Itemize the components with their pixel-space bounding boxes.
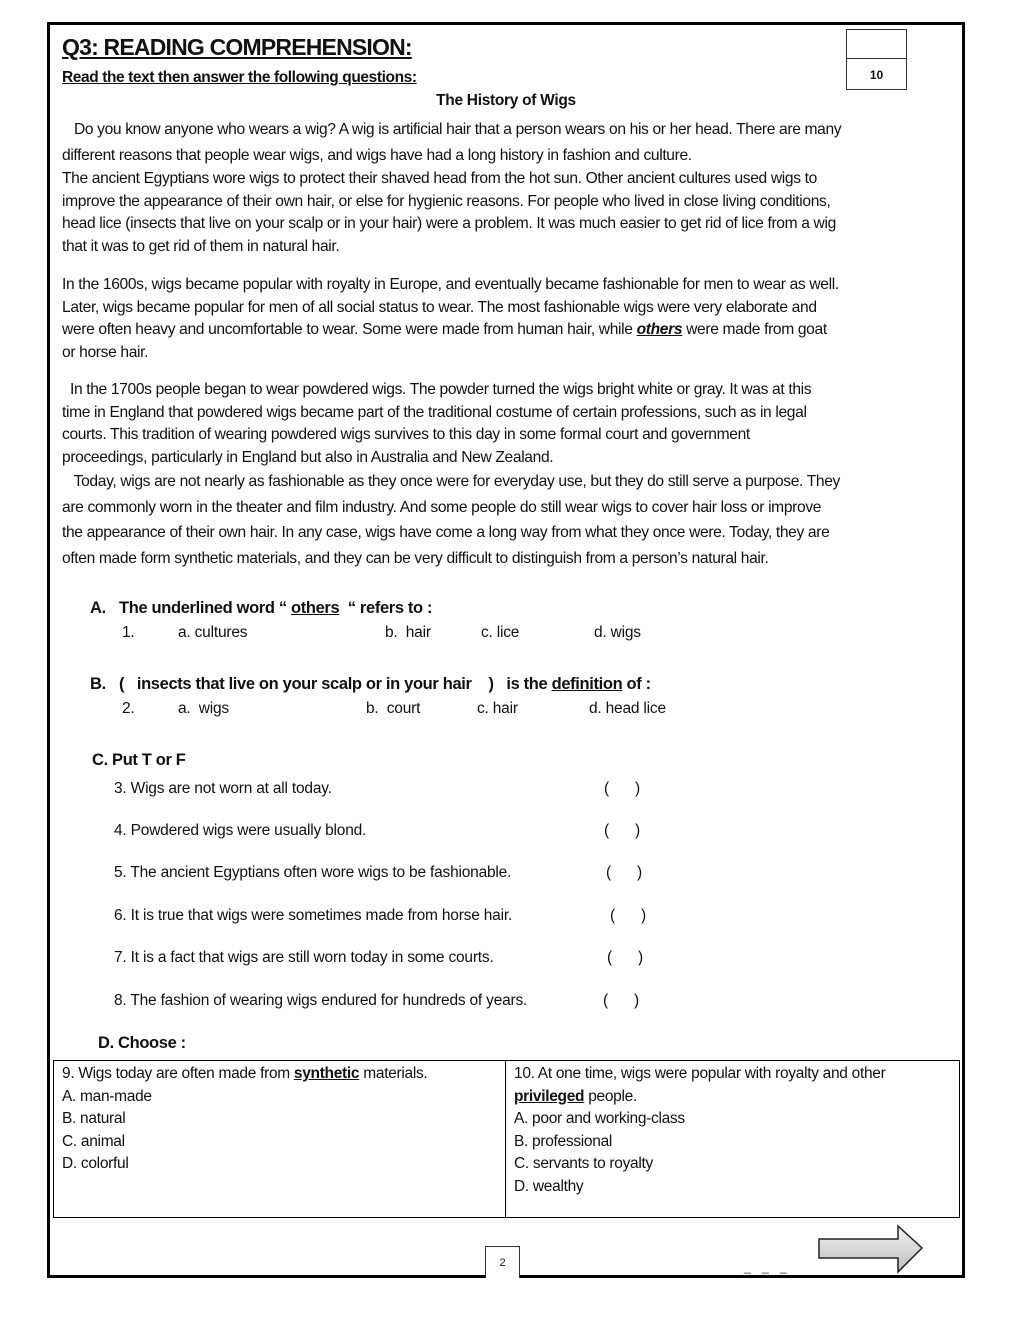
option-c[interactable]: c. hair: [477, 700, 518, 717]
score-box: [846, 29, 907, 90]
question-10-cell: [506, 1061, 959, 1217]
q10-option-d[interactable]: D. wealthy: [514, 1177, 584, 1195]
q9-option-d[interactable]: D. colorful: [62, 1155, 129, 1172]
tf-answer-8[interactable]: ( ): [603, 992, 640, 1009]
passage-line: [62, 319, 954, 342]
tf-answer-5[interactable]: ( ): [606, 864, 643, 881]
choose-table: [53, 1060, 960, 1218]
passage-line: that it was to get rid of them in natural hair.: [62, 237, 340, 255]
passage-line: Today, wigs are not nearly as fashionable as they once were for everyday use, but they do still serve a purpose. They: [62, 473, 840, 490]
passage-paragraph-4: [62, 379, 954, 469]
underlined-word: definition: [551, 675, 623, 693]
section-d-label: D. Choose :: [98, 1034, 186, 1052]
option-b[interactable]: b. hair: [385, 624, 431, 641]
tf-item-8: 8. The fashion of wearing wigs endured for hundreds of years.: [114, 992, 528, 1009]
q9-option-c[interactable]: C. animal: [62, 1132, 125, 1150]
tf-item-6: 6. It is true that wigs were sometimes made from horse hair.: [114, 907, 513, 924]
underlined-word: others: [290, 599, 340, 617]
passage-paragraph-3: [62, 274, 954, 364]
question-10-prompt-line2: [514, 1086, 951, 1109]
option-a[interactable]: a. cultures: [178, 624, 248, 641]
passage-line: In the 1700s people began to wear powdered wigs. The powder turned the wigs bright white or gray. It was at this: [62, 381, 812, 398]
tf-item-3: 3. Wigs are not worn at all today.: [114, 780, 332, 797]
tf-answer-7[interactable]: ( ): [607, 949, 644, 966]
tf-answer-6[interactable]: ( ): [610, 907, 647, 924]
dashes: _ _ _: [744, 1260, 791, 1274]
passage-line: Do you know anyone who wears a wig? A wig is artificial hair that a person wears on his or her head. There are many: [62, 121, 842, 138]
text-span: ( insects that live on your scalp or in your hair ) is the: [119, 675, 552, 693]
text-span: were often heavy and uncomfortable to wear. Some were made from human hair, while: [62, 321, 637, 338]
passage-line: head lice (insects that live on your scalp or in your hair) were a problem. It was much easier to get rid of lice from a wig: [62, 215, 836, 232]
passage-line: The ancient Egyptians wore wigs to protect their shaved head from the hot sun. Other ancient cultures used wigs to: [62, 170, 817, 187]
passage-line: or horse hair.: [62, 343, 149, 361]
passage-line: Later, wigs became popular for men of all social status to wear. The most fashionable wigs were very elaborate and: [62, 298, 817, 316]
question-number: 2.: [122, 700, 135, 717]
passage-line: different reasons that people wear wigs, and wigs have had a long history in fashion and culture.: [62, 147, 692, 164]
text-span: materials.: [359, 1065, 428, 1082]
tf-answer-4[interactable]: ( ): [604, 822, 641, 839]
passage-title: The History of Wigs: [436, 92, 576, 109]
instructions: Read the text then answer the following questions:: [62, 69, 417, 86]
section-a-label: A.: [90, 599, 106, 617]
q9-option-b[interactable]: B. natural: [62, 1110, 126, 1127]
text-span: of :: [622, 675, 651, 693]
q10-option-a[interactable]: A. poor and working-class: [514, 1110, 685, 1127]
underlined-word: privileged: [514, 1087, 585, 1105]
passage-paragraph-5: [62, 469, 954, 571]
option-b[interactable]: b. court: [366, 700, 421, 717]
underlined-word: synthetic: [293, 1065, 360, 1082]
option-d[interactable]: d. wigs: [594, 624, 641, 641]
score-total: 10: [869, 67, 884, 82]
q9-option-a[interactable]: A. man-made: [62, 1087, 152, 1105]
question-9-prompt: [62, 1063, 497, 1086]
score-field[interactable]: [847, 30, 906, 59]
section-b-label: B.: [90, 675, 106, 693]
tf-item-5: 5. The ancient Egyptians often wore wigs to be fashionable.: [114, 864, 512, 881]
section-c-label: C. Put T or F: [92, 751, 186, 769]
passage-paragraph-1: [62, 117, 954, 169]
text-span: people.: [584, 1087, 637, 1105]
text-span: The underlined word “: [119, 599, 291, 617]
tf-answer-3[interactable]: ( ): [604, 780, 641, 797]
passage-line: the appearance of their own hair. In any case, wigs have come a long way from what they once were. Today, they are: [62, 524, 830, 541]
passage-line: time in England that powdered wigs became part of the traditional costume of certain professions, such as in legal: [62, 403, 807, 421]
tf-item-7: 7. It is a fact that wigs are still worn today in some courts.: [114, 949, 494, 966]
passage-line: improve the appearance of their own hair, or else for hygienic reasons. For people who lived in close living conditions,: [62, 192, 831, 210]
text-span: were made from goat: [682, 321, 827, 338]
passage-line: courts. This tradition of wearing powdered wigs survives to this day in some formal court and government: [62, 426, 750, 443]
page-title: Q3: READING COMPREHENSION:: [62, 34, 412, 60]
q10-option-c[interactable]: C. servants to royalty: [514, 1155, 653, 1172]
tf-item-4: 4. Powdered wigs were usually blond.: [114, 822, 367, 839]
page-number: 2: [485, 1246, 520, 1278]
passage-line: In the 1600s, wigs became popular with royalty in Europe, and eventually became fashionable for men to wear as well.: [62, 276, 839, 293]
question-number: 1.: [122, 624, 135, 641]
option-d[interactable]: d. head lice: [589, 700, 666, 717]
text-span: “ refers to :: [339, 599, 433, 617]
passage-line: often made form synthetic materials, and they can be very difficult to distinguish from a person’s natural hair.: [62, 549, 769, 567]
question-10-prompt: 10. At one time, wigs were popular with royalty and other: [514, 1065, 886, 1082]
right-arrow-icon[interactable]: [816, 1224, 926, 1281]
option-c[interactable]: c. lice: [481, 624, 520, 641]
section-b-prompt: [119, 675, 651, 694]
section-a-prompt: [119, 599, 432, 618]
q10-option-b[interactable]: B. professional: [514, 1132, 613, 1150]
passage-paragraph-2: [62, 168, 954, 258]
passage-line: are commonly worn in the theater and film industry. And some people do still wear wigs to cover hair loss or improve: [62, 498, 822, 516]
text-span: 9. Wigs today are often made from: [62, 1065, 294, 1082]
question-9-cell: [54, 1061, 506, 1217]
passage-line: proceedings, particularly in England but also in Australia and New Zealand.: [62, 448, 554, 466]
option-a[interactable]: a. wigs: [178, 700, 229, 717]
underlined-word-others: others: [636, 321, 683, 338]
